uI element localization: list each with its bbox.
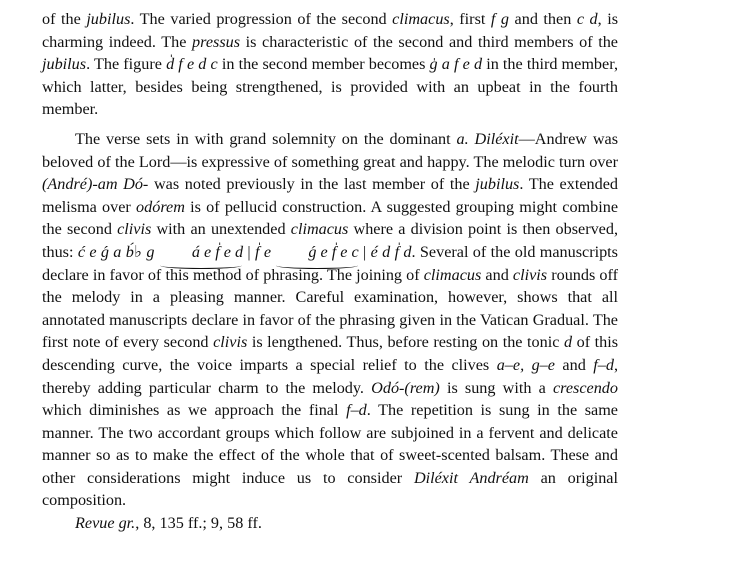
text-run: where a division point is then observed, thus: <box>42 220 619 261</box>
text-run: and <box>554 355 594 374</box>
text-run: of the <box>42 10 87 28</box>
italic-run: climacus <box>392 10 450 28</box>
phrasing-group: ǵ e f̍ e c <box>275 241 358 264</box>
text-run: , is charming indeed. The <box>42 10 619 51</box>
text-run: , thereby adding particular charm to the melody. <box>42 355 619 397</box>
phrasing-group: á e f̍ e d <box>159 241 243 264</box>
text-run: and then <box>509 10 577 28</box>
text-run: an original composition. <box>42 468 618 510</box>
italic-run: jubilus <box>475 175 520 194</box>
text-run: | <box>243 242 255 261</box>
italic-run: f–d <box>346 401 367 420</box>
text-run: , first <box>449 10 491 28</box>
italic-run: a–e, g–e <box>496 355 555 374</box>
text-run: . The repetition is sung in the same manner. The two accordant groups which follow are subjoined in a fervent and delicate manner so as to make the effect of the whole that of sweet-scented balsam. These and other considerations might induce us to consider <box>42 401 618 487</box>
text-run: which diminishes as we approach the final <box>42 401 347 420</box>
italic-run: é d f̍ d <box>370 242 412 261</box>
text-run: is lengthened. Thus, before resting on the tonic <box>247 333 564 352</box>
italic-run: climacus <box>290 220 349 239</box>
paragraph-verse-analysis <box>42 128 618 512</box>
text-run: . Several of the old manuscripts declare in favor of this method of phrasing. The joining of <box>42 242 618 284</box>
italic-run: Odó-(rem) <box>371 378 440 397</box>
text-run: is of pellucid construction. A suggested grouping might combine the second <box>42 197 619 239</box>
paragraph-jubilus-analysis <box>42 8 618 121</box>
italic-run: Diléxit Andréam <box>413 468 529 487</box>
italic-run: jubilus <box>42 55 87 74</box>
text-run: . The varied progression of the second <box>130 10 393 28</box>
text-run: of this descending curve, the voice imparts a special relief to the clives <box>42 333 619 374</box>
italic-run: climacus <box>423 265 482 284</box>
text-run: was noted previously in the last member of the <box>148 175 476 194</box>
italic-run: d <box>563 333 573 352</box>
text-run: in the second member becomes <box>217 55 430 74</box>
text-run: and <box>481 265 513 284</box>
reference-pages: , 8, 135 ff.; 9, 58 ff. <box>135 514 262 533</box>
italic-run: clivis <box>213 333 248 352</box>
italic-run: pressus <box>192 32 241 51</box>
italic-run: a. Diléxit <box>456 129 519 148</box>
italic-run: f g <box>490 10 510 28</box>
text-run: with an unextended <box>151 220 291 239</box>
italic-run: (André)-am Dó- <box>42 175 149 194</box>
italic-run: jubilus <box>86 10 131 28</box>
italic-run: clivis <box>512 265 548 284</box>
text-run: is sung with a <box>439 378 553 397</box>
italic-run: f–d <box>593 355 614 374</box>
italic-run: crescendo <box>552 378 618 397</box>
italic-run: f̍ e <box>255 242 276 261</box>
italic-run: d̍ f e d c <box>166 55 218 74</box>
text-run: rounds off the melody in a pleasing manner. Careful examination, however, shows that all annotated manuscripts declare in favor of the phrasing given in the Vatican Gradual. The first note of every second <box>42 265 618 352</box>
text-run: | <box>358 242 371 261</box>
italic-run: c d <box>576 10 598 28</box>
text-run: —Andrew was beloved of the Lord—is expressive of something great and happy. The melodic turn over <box>42 129 618 171</box>
text-run: The verse sets in with grand solemnity on the dominant <box>75 129 457 148</box>
bibliographic-reference <box>75 512 618 535</box>
italic-run: ć e ǵ a b́♭ g <box>77 242 159 261</box>
italic-run: odórem <box>136 197 185 216</box>
italic-run: clivis <box>117 220 152 239</box>
reference-source: Revue gr. <box>75 514 136 533</box>
text-run: in the third member, which latter, besides being strengthened, is provided with an upbeat in the fourth member. <box>42 55 618 119</box>
text-run: . The figure <box>86 55 167 74</box>
text-run: is characteristic of the second and third members of the <box>240 32 618 51</box>
italic-run: g̍ a f e d <box>429 55 483 74</box>
text-run: . The extended melisma over <box>42 175 618 216</box>
document-page <box>42 8 618 535</box>
